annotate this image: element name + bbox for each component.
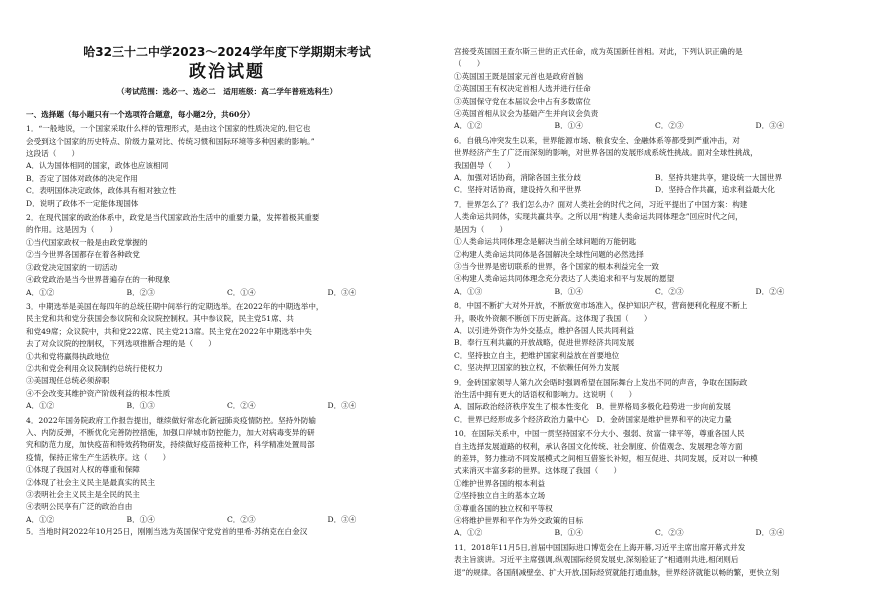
answer-c: C．坚持对话协商，建设持久和平世界	[454, 185, 582, 195]
question-text: 治生活中拥有更大的话语权和影响力。这说明（ ）	[454, 389, 637, 399]
statement: ②坚持独立自主的基本立场	[454, 491, 546, 501]
answer-d: D．③④	[755, 121, 785, 131]
section-heading: 一、选择题（每小题只有一个选项符合题意，每小题2分，共60分）	[26, 109, 255, 119]
statement: ②体现了社会主义民主是最真实的民主	[26, 477, 156, 487]
answer-b: B．①③	[126, 401, 155, 411]
question-text: 6．自俄乌冲突发生以来，世界能源市场、粮食安全、金融体系等都受到严重冲击，对	[454, 135, 740, 145]
question-text: 民主党和共和党分获国会参议院和众议院控制权。其中参议院，民主党51席、共	[26, 314, 294, 324]
question-10	[454, 428, 856, 540]
answer-options	[454, 172, 856, 184]
statement: ①当代国家政权一般是由政党掌握的	[26, 237, 148, 247]
question-text: 究和防范力度，加快疫苗和特效药物研发，持续做好疫苗接种工作，科学精准处置局部	[26, 440, 315, 450]
question-text: 式来消灭丰富多彩的世界。这体现了我国（ ）	[454, 466, 622, 476]
statement: ③美国现任总统必须辞职	[26, 376, 110, 386]
question-5	[454, 46, 856, 133]
exam-scope: （考试范围：选必一、选必二 适用班级：高二学年普班选科生）	[116, 87, 338, 97]
option: C．表明国体决定政体，政体具有相对独立性	[26, 186, 177, 196]
question-text: 2．在现代国家的政治体系中，政党是当代国家政治生活中的重要力量，发挥着极其重要	[26, 213, 320, 223]
statement: ①共和党将赢得执政地位	[26, 351, 110, 361]
answer-d: D．③④	[327, 514, 357, 524]
question-text: 疫情，保持正常生产生活秩序。这（ ）	[26, 452, 171, 462]
answer-options	[26, 400, 428, 412]
question-text: 自主选择发展道路的权利，承认各国文化传统、社会制度、价值观念、发展理念等方面	[454, 441, 743, 451]
statement: ①体现了我国对人权的尊重和保障	[26, 465, 140, 475]
question-text: 是因为（ ）	[454, 224, 508, 234]
question-text: 10．在国际关系中，中国一贯坚持国家不分大小、强弱、贫富一律平等，尊重各国人民	[454, 429, 745, 439]
statement: ③尊重各国的独立权和平等权	[454, 503, 553, 513]
answer-a: A．①②	[454, 528, 483, 538]
question-text: 表主旨演讲。习近平主席强调,纵观国际经贸发展史,深刻验证了“相通则共进,相闭则后	[454, 555, 739, 565]
subject-title: 政治试题	[189, 62, 265, 82]
question-text: 4．2022年国务院政府工作报告提出，继续做好常态化新冠肺炎疫情防控。坚持外防输	[26, 415, 316, 425]
statement: ②英国国王有权决定首相人选并进行任命	[454, 84, 591, 94]
answer-d: D．③④	[327, 401, 357, 411]
answer-a: A．①②	[26, 287, 55, 297]
question-1	[26, 123, 428, 210]
question-text: 我国倡导（ ）	[454, 160, 515, 170]
statement: ④构建人类命运共同体理念充分表达了人类追求和平与发展的愿望	[454, 274, 675, 284]
answer-a: A．①②	[26, 514, 55, 524]
question-text: 会受到这个国家的历史特点、阶级力量对比、传统习惯和国际环境等多种因素的影响。”	[26, 136, 315, 146]
question-text: 的作用。这是因为（ ）	[26, 225, 118, 235]
question-text: 3．中期选举是美国在每四年的总统任期中间举行的定期选举。在2022年的中期选举中，	[26, 301, 324, 311]
right-column	[454, 44, 856, 579]
answer-d: D．坚持合作共赢，追求利益最大化	[655, 185, 775, 195]
question-text: 和党49席；众议院中，共和党222席、民主党213席。民主党在2022年中期选举中失	[26, 326, 312, 336]
statement: ②当今世界各国都存在着各种政党	[26, 250, 140, 260]
answer-d: D．③④	[327, 287, 357, 297]
option: B．否定了国体对政体的决定作用	[26, 173, 138, 183]
statement: ④政党政治是当今世界普遍存在的一种现象	[26, 275, 171, 285]
answer-c: C．②③	[655, 286, 684, 296]
question-text: 退”的规律。各国削减壁垒、扩大开放,国际经贸就能打通血脉，世界经济就能以畅的繁，更快立刻	[454, 567, 780, 577]
statement: ④将维护世界和平作为外交政策的目标	[454, 516, 584, 526]
answer-d: D．③④	[755, 528, 785, 538]
answer-a: A．加强对话协商，消除各国主张分歧	[454, 173, 581, 183]
question-text: 去了对众议院的控制权，下列选项推断合理的是（ ）	[26, 339, 216, 349]
answer-options	[454, 184, 856, 196]
exam-title: 哈32三十二中学2023～2024学年度下学期期末考试	[83, 45, 371, 59]
question-7	[454, 199, 856, 298]
option: D．说明了政体不一定能体现国体	[26, 198, 139, 208]
answer-options	[26, 514, 428, 526]
answer-c: C．②③	[227, 514, 256, 524]
left-column	[26, 44, 428, 539]
answer-c: C．②④	[227, 401, 256, 411]
statement: ①英国国王既是国家元首也是政府首脑	[454, 71, 584, 81]
answer-b: B．①④	[126, 514, 155, 524]
statement: ①维护世界各国的根本利益	[454, 478, 546, 488]
answer-c: C．②③	[655, 528, 684, 538]
answer-c: C．①④	[227, 287, 256, 297]
question-text: 升，吸收外资额不断创下历史新高。这体现了我国（ ）	[454, 313, 652, 323]
option: C．世界已经形成多个经济政治力量中心 D．金砖国家是维护世界和平的决定力量	[454, 414, 732, 424]
statement: ③表明社会主义民主是全民的民主	[26, 490, 140, 499]
question-text: 1．“一般地说，一个国家采取什么样的管理形式，是由这个国家的性质决定的,但它也	[26, 124, 311, 134]
question-3	[26, 301, 428, 413]
answer-b: B．①④	[554, 286, 583, 296]
answer-b: B．①④	[554, 528, 583, 538]
statement: ③当今世界是密切联系的世界，各个国家的根本利益完全一致	[454, 261, 660, 271]
question-text: 的差异，努力推动不同发展模式之间相互借鉴长补短，相互促进、共同发展，反对以一种模	[454, 454, 758, 463]
question-2	[26, 212, 428, 299]
option: A．以引进外资作为外交基点，维护各国人民共同利益	[454, 325, 635, 335]
answer-b: B．②③	[126, 287, 155, 297]
option: C．坚持独立自主，把维护国家利益放在首要地位	[454, 350, 620, 360]
statement: ④不会改变其维护资产阶级利益的根本性质	[26, 388, 171, 398]
answer-b: B．①④	[554, 121, 583, 131]
answer-d: D．②④	[755, 286, 785, 296]
statement: ④英国首相从议会为基础产生并向议会负责	[454, 109, 599, 119]
question-text: 7．世界怎么了？我们怎么办？面对人类社会的时代之问，习近平提出了中国方案：构建	[454, 199, 748, 209]
statement: ②共和党会利用众议院制约总统行使权力	[26, 363, 163, 373]
answer-options	[454, 527, 856, 539]
option: A．认为国体相同的国家，政体也应该相同	[26, 161, 169, 171]
option: C．坚决捍卫国家的独立权，不依赖任何外力发展	[454, 363, 620, 373]
question-text: 这段话（ ）	[26, 149, 80, 159]
statement: ④表明公民享有广泛的政治自由	[26, 502, 133, 512]
question-6	[454, 135, 856, 197]
question-8	[454, 300, 856, 374]
statement: ②构建人类命运共同体是各国解决全球性问题的必然选择	[454, 249, 644, 259]
question-text: （ ）	[454, 59, 485, 69]
question-text: 入、内防反弹，不断优化完善防控措施，加强口岸城市防控能力，加大对病毒变异的研	[26, 427, 315, 437]
answer-a: A．①③	[454, 286, 483, 296]
statement: ③政党决定国家的一切活动	[26, 262, 118, 272]
answer-options	[26, 287, 428, 299]
answer-a: A．①②	[26, 401, 55, 411]
option: A．国际政治经济秩序发生了根本性变化 B．世界格局多极化趋势进一步向前发展	[454, 402, 731, 412]
question-9	[454, 377, 856, 427]
question-text: 11．2018年11月5日,首届中国国际进口博览会在上海开幕,习近平主席出席开幕式并发	[454, 542, 746, 552]
question-text: 宫接受英国国王查尔斯三世的正式任命，成为英国新任首相。对此，下列认识正确的是	[454, 47, 743, 56]
answer-options	[454, 120, 856, 132]
option: B．奉行互利共赢的开放战略，促进世界经济共同发展	[454, 338, 635, 348]
statement: ③英国保守党在本届议会中占有多数席位	[454, 96, 591, 106]
answer-options	[454, 286, 856, 298]
answer-b: B．坚持共建共享，建设统一大国世界	[655, 173, 783, 183]
question-text: 9．金砖国家领导人第九次会晤时强调希望在国际舞台上发出不同的声音，争取在国际政	[454, 377, 748, 387]
question-text: 8．中国不断扩大对外开放，不断放宽市场准入，保护知识产权，营商便利化程度不断上	[454, 301, 748, 311]
answer-c: C．②③	[655, 121, 684, 131]
answer-a: A．①②	[454, 121, 483, 131]
question-text: 人类命运共同体，实现共赢共享。之所以用“构建人类命运共同体理念”回应时代之问，	[454, 212, 743, 222]
question-5-start: 5．当地时间2022年10月25日，刚刚当选为英国保守党党首的里希·苏纳克在白金汉	[26, 527, 308, 537]
question-4	[26, 415, 428, 527]
statement: ①人类命运共同体理念是解决当前全球问题的万能钥匙	[454, 237, 637, 247]
question-11	[454, 542, 856, 579]
question-text: 世界经济产生了广泛而深刻的影响，对世界各国的发展形成系统性挑战。面对全球性挑战，	[454, 148, 758, 158]
